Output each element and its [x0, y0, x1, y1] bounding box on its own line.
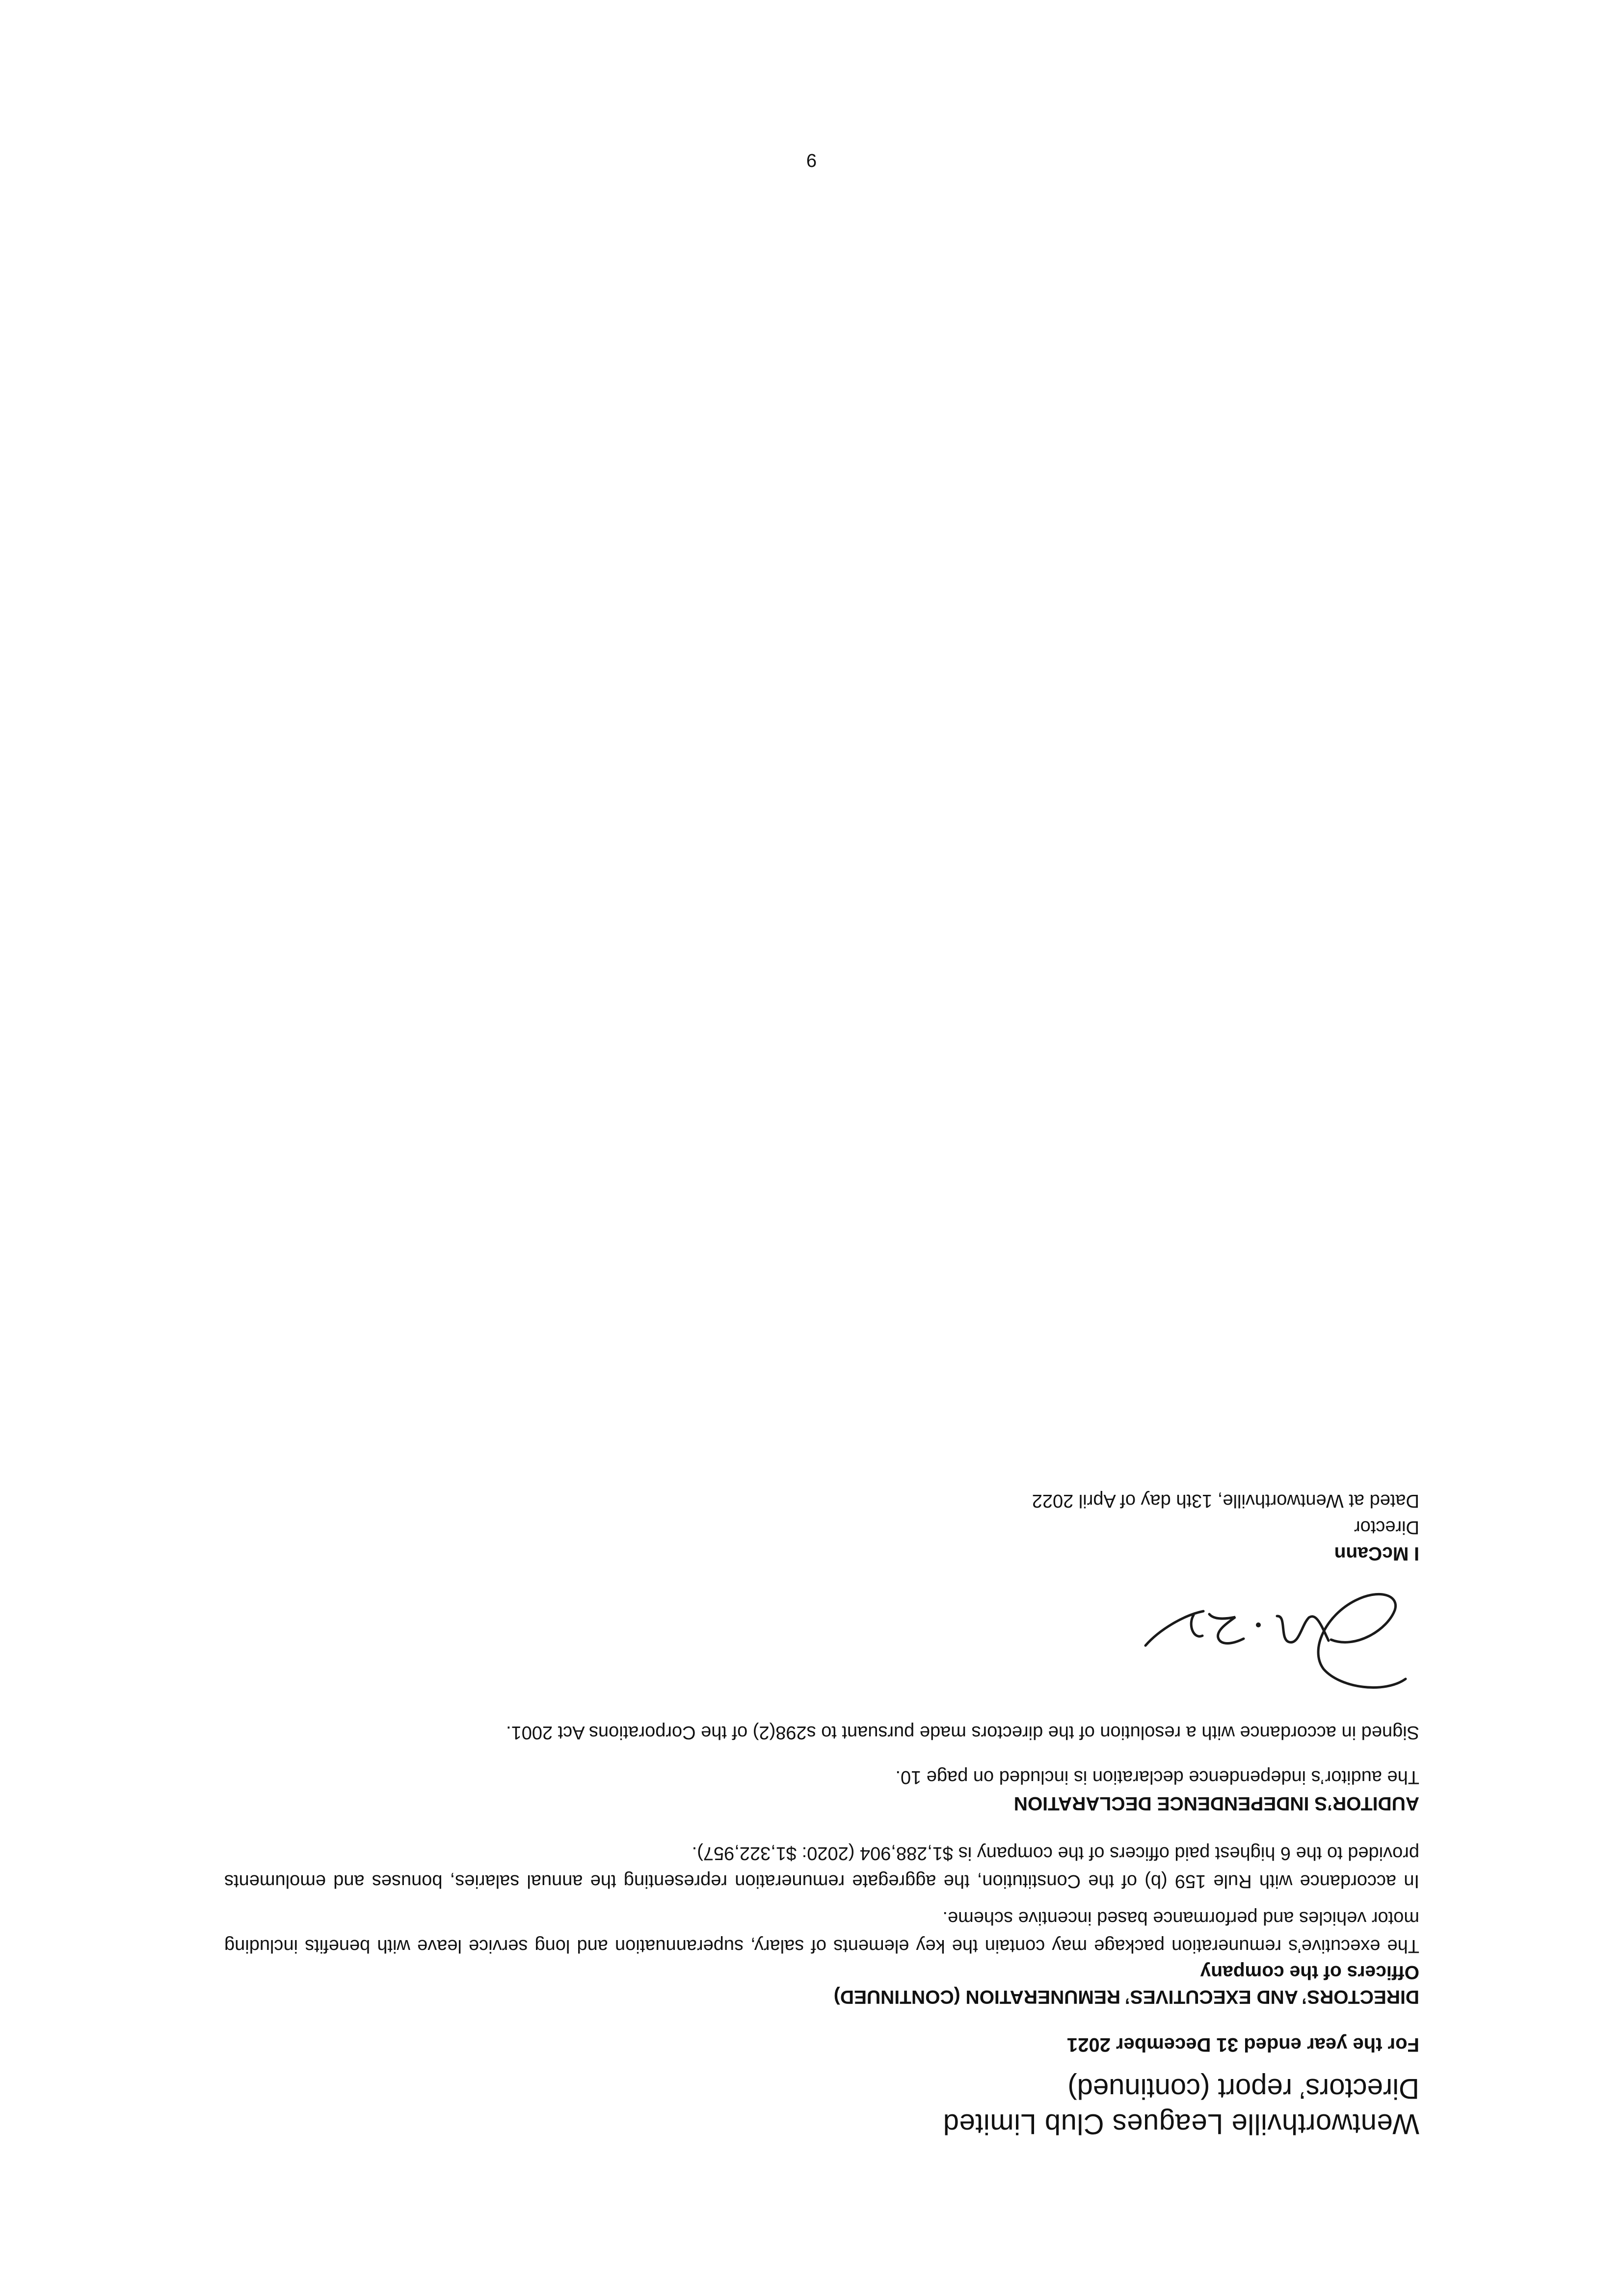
handwritten-signature	[1140, 1581, 1414, 1699]
aggregate-remuneration-paragraph: In accordance with Rule 159 (b) of the Constitution, the aggregate remuneration representing the annual salaries, bonuses and emoluments provided to the 6 highest paid officers of the company is $1,288,904 (2020: $1,322,957).	[224, 1843, 1419, 1891]
signing-date: Dated at Wentworthville, 13th day of April 2022	[1032, 1490, 1419, 1511]
signer-role: Director	[1354, 1517, 1419, 1538]
auditor-heading: AUDITOR’S INDEPENDENCE DECLARATION	[1013, 1793, 1419, 1814]
report-title: Directors’ report (continued)	[1067, 2073, 1419, 2105]
auditor-paragraph: The auditor’s independence declaration is included on page 10.	[895, 1767, 1419, 1787]
signer-name: I McCann	[1334, 1543, 1419, 1564]
officers-subheading: Officers of the company	[1200, 1962, 1419, 1983]
remuneration-heading: DIRECTORS’ AND EXECUTIVES’ REMUNERATION (CONTINUED)	[833, 1986, 1419, 2007]
page-number: 9	[806, 150, 817, 170]
page-content	[224, 1487, 1419, 2141]
company-title: Wentworthville Leagues Club Limited	[943, 2108, 1419, 2140]
signature-area	[224, 1566, 1419, 1703]
signed-statement: Signed in accordance with a resolution of the directors made pursuant to s298(2) of the Corporations Act 2001.	[506, 1722, 1419, 1743]
executive-remuneration-paragraph: The executive’s remuneration package may contain the key elements of salary, superannuation and long service leave with benefits including motor vehicles and performance based incentive scheme.	[224, 1908, 1419, 1956]
report-period: For the year ended 31 December 2021	[1066, 2034, 1419, 2055]
